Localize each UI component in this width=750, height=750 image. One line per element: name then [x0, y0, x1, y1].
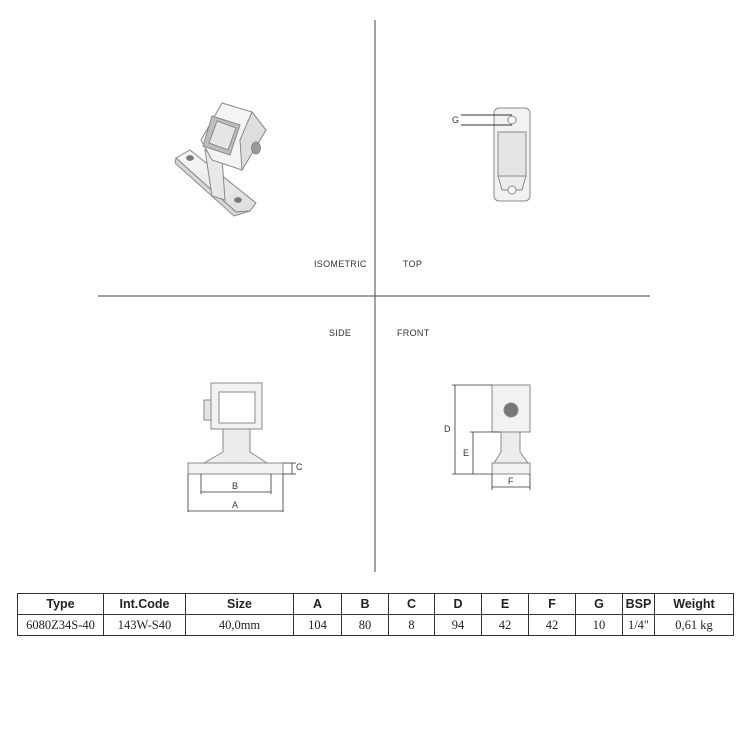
isometric-view — [175, 103, 266, 216]
dim-c-label: C — [296, 462, 303, 472]
top-label: TOP — [403, 259, 423, 269]
header-g: G — [576, 594, 623, 615]
header-bsp: BSP — [623, 594, 655, 615]
header-c: C — [389, 594, 435, 615]
dim-f-label: F — [508, 476, 514, 486]
cell-bsp: 1/4" — [623, 615, 655, 636]
cell-b: 80 — [342, 615, 389, 636]
cell-d: 94 — [435, 615, 482, 636]
header-int-code: Int.Code — [104, 594, 186, 615]
front-view — [492, 385, 530, 474]
cell-g: 10 — [576, 615, 623, 636]
dim-d-label: D — [444, 424, 451, 434]
spec-table — [17, 593, 734, 636]
front-label: FRONT — [397, 328, 430, 338]
cell-e: 42 — [482, 615, 529, 636]
header-e: E — [482, 594, 529, 615]
dim-g-label: G — [452, 115, 460, 125]
dim-a-label: A — [232, 500, 239, 510]
side-view — [188, 383, 283, 474]
side-label: SIDE — [329, 328, 352, 338]
top-view — [461, 108, 530, 201]
cell-int-code: 143W-S40 — [104, 615, 186, 636]
cell-type: 6080Z34S-40 — [18, 615, 104, 636]
cell-size: 40,0mm — [186, 615, 294, 636]
header-size: Size — [186, 594, 294, 615]
header-d: D — [435, 594, 482, 615]
table-header-row — [18, 594, 734, 615]
cell-f: 42 — [529, 615, 576, 636]
cell-weight: 0,61 kg — [655, 615, 734, 636]
table-row — [18, 615, 734, 636]
header-a: A — [294, 594, 342, 615]
dim-b-label: B — [232, 481, 239, 491]
header-weight: Weight — [655, 594, 734, 615]
header-f: F — [529, 594, 576, 615]
cell-a: 104 — [294, 615, 342, 636]
header-b: B — [342, 594, 389, 615]
cell-c: 8 — [389, 615, 435, 636]
dim-e-label: E — [463, 448, 470, 458]
header-type: Type — [18, 594, 104, 615]
isometric-label: ISOMETRIC — [314, 259, 367, 269]
